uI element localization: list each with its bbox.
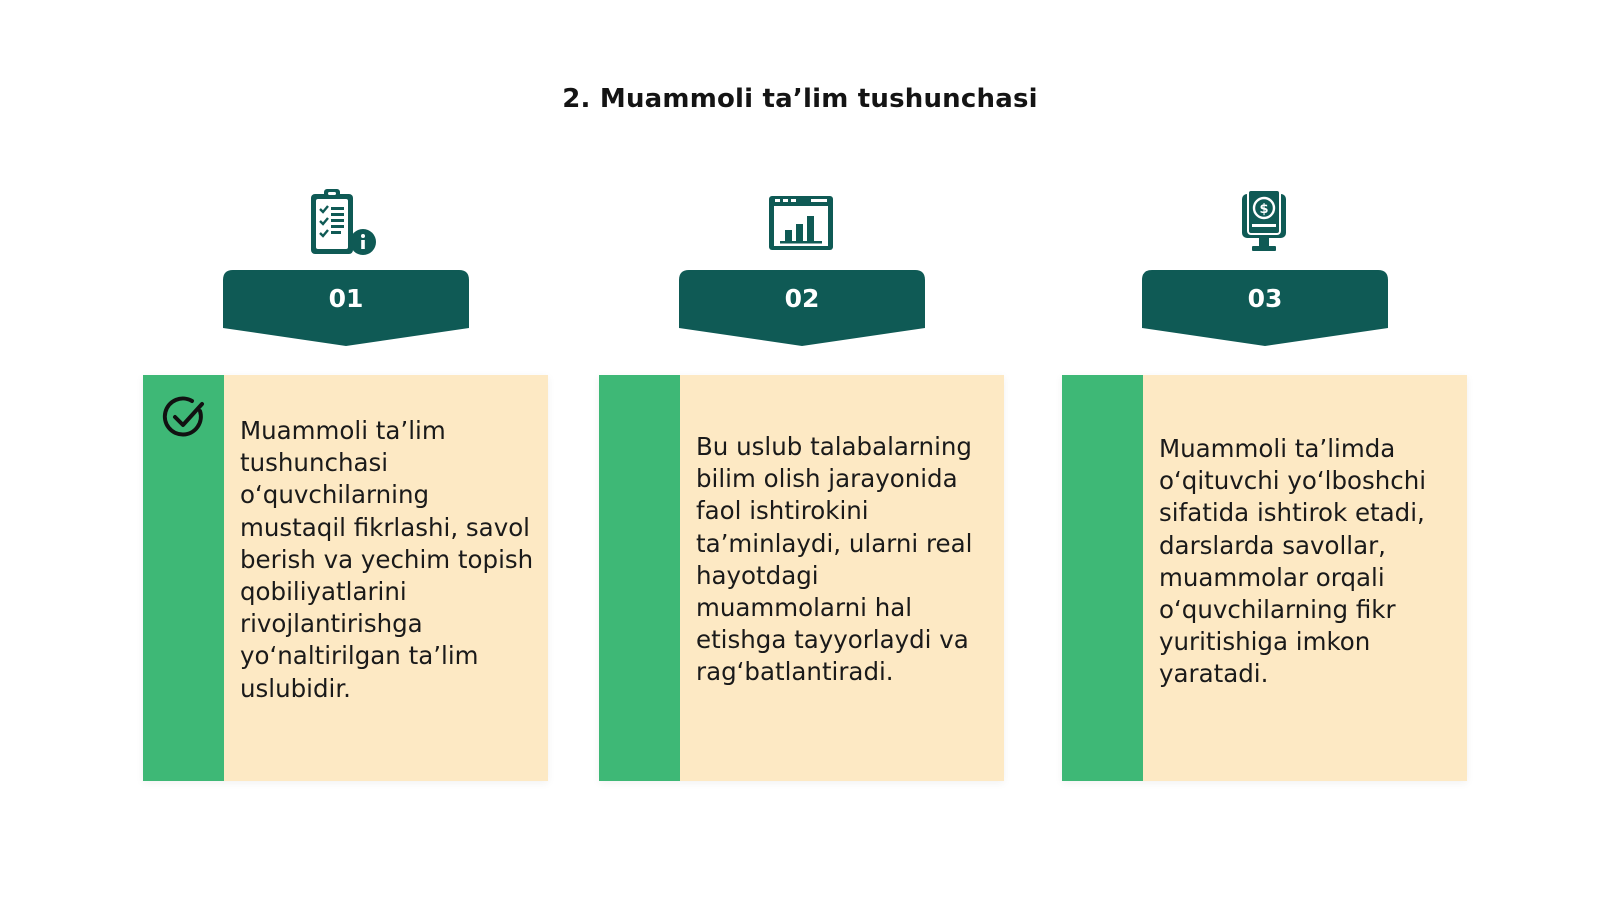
step-column-3 — [1062, 0, 1472, 900]
money-monitor-icon — [1228, 186, 1300, 258]
card-description: Muammoli ta’lim tushunchasi o‘quvchilarning mustaqil fikrlashi, savol berish va yechim topish qobiliyatlarini rivojlantirishga yo‘naltirilgan ta’lim uslubidir. — [240, 416, 534, 703]
step-column-1 — [143, 0, 553, 900]
step-badge-2 — [679, 270, 925, 348]
card-accent-stripe — [599, 375, 680, 781]
step-card-3 — [1062, 375, 1467, 781]
card-description: Muammoli ta’limda o‘qituvchi yo‘lboshchi sifatida ishtirok etadi, darslarda savollar, muammolar orqali o‘quvchilarning fikr yuritishiga imkon yaratadi. — [1159, 434, 1427, 689]
step-card-2 — [599, 375, 1004, 781]
svg-text:$: $ — [1259, 202, 1269, 217]
card-accent-stripe — [143, 375, 224, 781]
step-number: 01 — [328, 284, 364, 313]
step-badge-3 — [1142, 270, 1388, 348]
step-column-2 — [599, 0, 1009, 900]
step-number: 02 — [784, 284, 820, 313]
step-badge-1 — [223, 270, 469, 348]
check-circle-icon — [162, 395, 208, 441]
card-description: Bu uslub talabalarning bilim olish jarayonida faol ishtirokini ta’minlaydi, ularni real hayotdagi muammolarni hal etishga tayyorlaydi va rag‘batlantiradi. — [696, 432, 973, 687]
clipboard-checklist-info-icon — [309, 186, 381, 258]
step-number: 03 — [1247, 284, 1283, 313]
card-accent-stripe — [1062, 375, 1143, 781]
step-card-1 — [143, 375, 548, 781]
bar-chart-dashboard-icon — [765, 186, 837, 258]
page-title: 2. Muammoli ta’lim tushunchasi — [562, 84, 1038, 114]
